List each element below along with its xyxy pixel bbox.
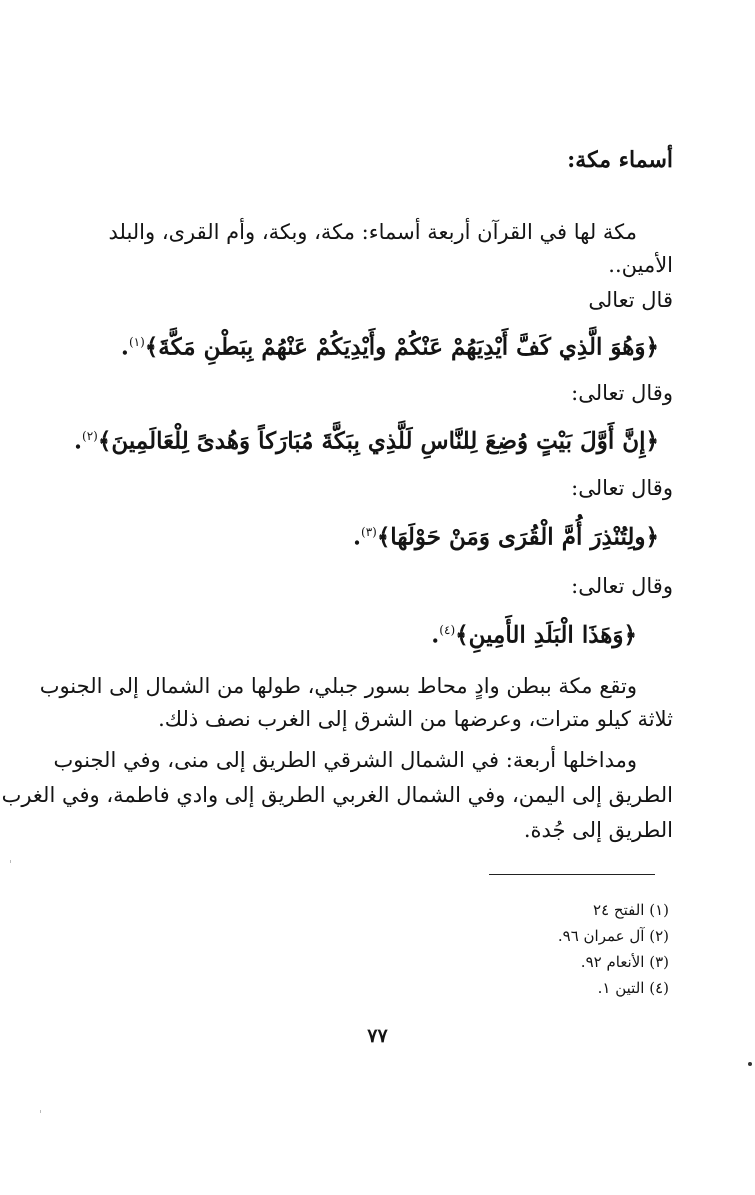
paragraph-1-line-2: الأمين.. bbox=[608, 253, 673, 277]
footnote-3: (٣) الأنعام ٩٢. bbox=[580, 953, 669, 971]
quote-3-end: . bbox=[352, 523, 361, 551]
section-heading: أسماء مكة: bbox=[567, 147, 673, 173]
paragraph-1-line-1: مكة لها في القرآن أربعة أسماء: مكة، وبكة، وأم القرى، والبلد bbox=[108, 220, 637, 244]
page-number: ٧٧ bbox=[367, 1025, 388, 1047]
quote-4-verse: ﴿وَهَذَا الْبَلَدِ الأَمِينِ﴾ bbox=[455, 621, 637, 649]
footnote-4: (٤) التين ١. bbox=[597, 979, 669, 997]
scan-mark bbox=[10, 860, 11, 863]
paragraph-3-line-2: الطريق إلى اليمن، وفي الشمال الغربي الطريق إلى وادي فاطمة، وفي الغرب bbox=[1, 783, 673, 807]
quote-4-verse-line bbox=[60, 614, 637, 652]
quote-2-verse: ﴿إِنَّ أَوَّلَ بَيْتٍ وُضِعَ لِلنَّاسِ لَلَّذِي بِبَكَّةَ مُبَارَكاً وَهُدىً لِلْعَالَمِينَ﴾ bbox=[97, 427, 659, 455]
paragraph-3-line-1: ومداخلها أربعة: في الشمال الشرقي الطريق إلى منى، وفي الجنوب bbox=[53, 748, 637, 772]
quote-1-ref: (١) bbox=[128, 335, 145, 349]
quote-2-intro: وقال تعالى: bbox=[571, 381, 673, 405]
paragraph-2-line-2: ثلاثة كيلو مترات، وعرضها من الشرق إلى الغرب نصف ذلك. bbox=[158, 707, 673, 731]
scan-speck bbox=[748, 1062, 752, 1066]
footnote-1: (١) الفتح ٢٤ bbox=[593, 901, 669, 919]
quote-3-verse-line bbox=[40, 516, 659, 554]
footnote-divider bbox=[489, 874, 655, 875]
quote-4-end: . bbox=[431, 621, 440, 649]
quote-3-verse: ﴿ولِتُنْذِرَ أُمَّ الْقُرَى وَمَنْ حَوْلَهَا﴾ bbox=[376, 523, 659, 551]
footnote-2: (٢) آل عمران ٩٦. bbox=[557, 927, 669, 945]
scan-mark bbox=[40, 1110, 41, 1113]
paragraph-3-line-3: الطريق إلى جُدة. bbox=[523, 818, 673, 842]
quote-4-intro: وقال تعالى: bbox=[571, 574, 673, 598]
quote-1-verse: ﴿وَهُوَ الَّذِي كَفَّ أَيْدِيَهُمْ عَنْكُمْ وأَيْدِيَكُمْ عَنْهُمْ بِبَطْنِ مَكَّةَ﴾ bbox=[144, 333, 659, 361]
quote-1-verse-line bbox=[40, 326, 659, 364]
quote-3-intro: وقال تعالى: bbox=[571, 476, 673, 500]
quote-2-verse-line bbox=[40, 420, 659, 458]
quote-3-ref: (٣) bbox=[361, 525, 377, 539]
quote-1-end: . bbox=[120, 333, 129, 361]
quote-2-end: . bbox=[74, 427, 83, 455]
quote-4-ref: (٤) bbox=[439, 623, 456, 637]
paragraph-2-line-1: وتقع مكة ببطن وادٍ محاط بسور جبلي، طولها من الشمال إلى الجنوب bbox=[39, 674, 637, 698]
quote-1-intro: قال تعالى bbox=[588, 288, 673, 312]
quote-2-ref: (٢) bbox=[82, 429, 98, 443]
